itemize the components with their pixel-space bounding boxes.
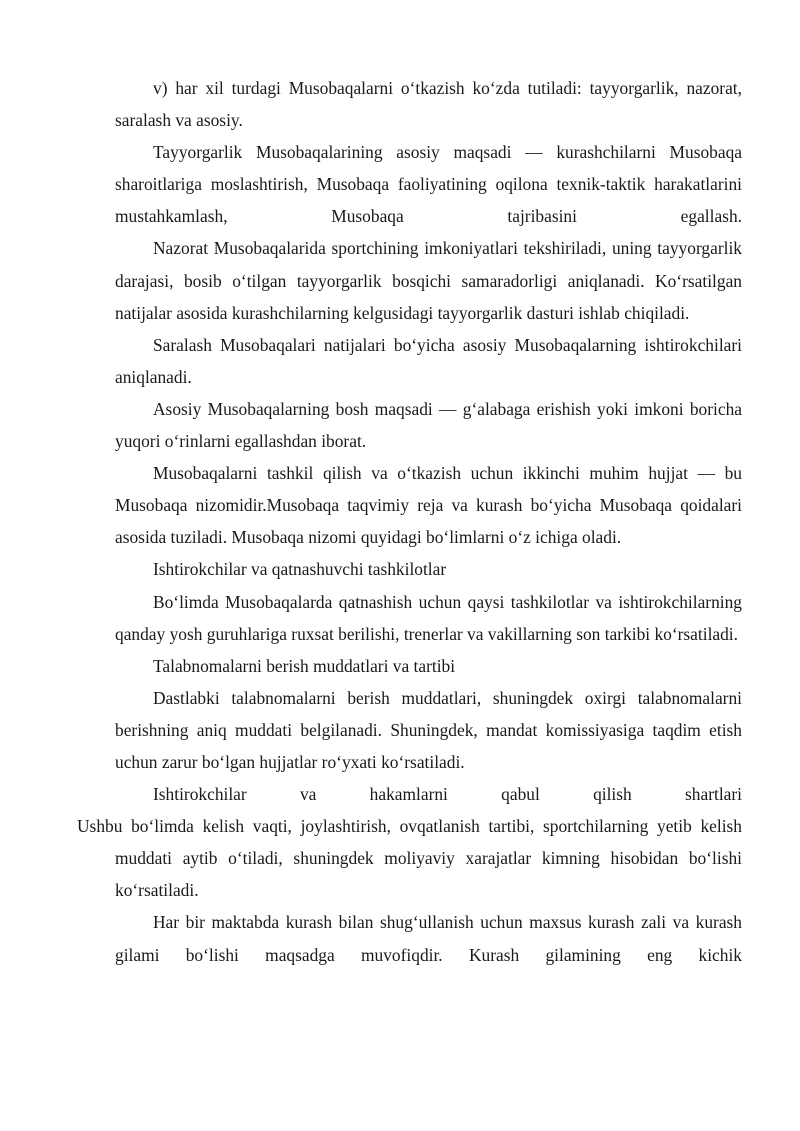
paragraph-line: Har bir maktabda kurash bilan shug‘ullanish uchun maxsus kurash zali va kurash gilami bo‘lishi maqsadga muvofiqdir. Kurash gilamining eng kichik <box>115 912 742 965</box>
paragraph-line: Bo‘limda Musobaqalarda qatnashish uchun qaysi tashkilotlar va ishtirokchilarning qanday yosh guruhlariga ruxsat berilishi, trenerlar va vakillarning son tarkibi ko‘rsatiladi. <box>115 591 742 644</box>
paragraph-applications <box>115 682 742 778</box>
document-page <box>77 72 742 971</box>
paragraph-main-competitions <box>115 393 742 457</box>
paragraph-line: Dastlabki talabnomalarni berish muddatlari, shuningdek oxirgi talabnomalarni berishning aniq muddati belgilanadi. Shuningdek, mandat komissiyasiga taqdim etish uchun zarur bo‘lgan hujjatlar ro‘yxati ko‘rsatiladi. <box>115 687 742 772</box>
paragraph-line: Ushbu bo‘limda kelish vaqti, joylashtirish, ovqatlanish tartibi, sportchilarning yetib kelish muddati aytib o‘tiladi, shuningdek moliyaviy xarajatlar kimning hisobidan bo‘lishi ko‘rsatiladi. <box>77 816 742 901</box>
paragraph-participants <box>115 586 742 650</box>
paragraph-line: Saralash Musobaqalari natijalari bo‘yicha asosiy Musobaqalarning ishtirokchilari aniqlanadi. <box>115 334 742 387</box>
section-heading-applications <box>115 650 742 682</box>
paragraph-preparation-control <box>115 136 742 329</box>
paragraph-line: Ishtirokchilar va qatnashuvchi tashkilotlar <box>153 559 447 580</box>
paragraph-line: Asosiy Musobaqalarning bosh maqsadi — g‘alabaga erishish yoki imkoni boricha yuqori o‘rinlarni egallashdan iborat. <box>115 398 742 452</box>
paragraph-wrestling-hall <box>115 906 742 970</box>
section-heading-participants <box>115 553 742 585</box>
paragraph-line: Nazorat Musobaqalarida sportchining imkoniyatlari tekshiriladi, uning tayyorgarlik darajasi, bosib o‘tilgan tayyorgarlik bosqichi samaradorligi aniqlanadi. Ko‘rsatilgan natijalar asosida kurashchilarning kelgusidagi tayyorgarlik dasturi ishlab chiqiladi. <box>115 238 742 323</box>
paragraph-line: Musobaqalarni tashkil qilish va o‘tkazish uchun ikkinchi muhim hujjat — bu Musobaqa nizomidir.Musobaqa taqvimiy reja va kurash bo‘yicha Musobaqa qoidalari asosida tuziladi. Musobaqa nizomi quyidagi bo‘limlarni o‘z ichiga oladi. <box>115 463 742 548</box>
paragraph-regulations <box>115 457 742 553</box>
paragraph-line: Ishtirokchilar va hakamlarni qabul qilish shartlari <box>153 784 742 805</box>
paragraph-line: Talabnomalarni berish muddatlari va tartibi <box>153 655 456 676</box>
paragraph-line: Tayyorgarlik Musobaqalarining asosiy maqsadi — kurashchilarni Musobaqa sharoitlariga moslashtirish, Musobaqa faoliyatining oqilona texnik-taktik harakatlarini mustahkamlash, Musobaqa tajribasini egallash. <box>115 142 742 227</box>
paragraph-line: v) har xil turdagi Musobaqalarni o‘tkazish ko‘zda tutiladi: tayyorgarlik, nazorat, saralash va asosiy. <box>115 78 742 131</box>
paragraph-reception-conditions <box>77 778 742 906</box>
paragraph-competition-types <box>115 72 742 136</box>
paragraph-selection <box>115 329 742 393</box>
